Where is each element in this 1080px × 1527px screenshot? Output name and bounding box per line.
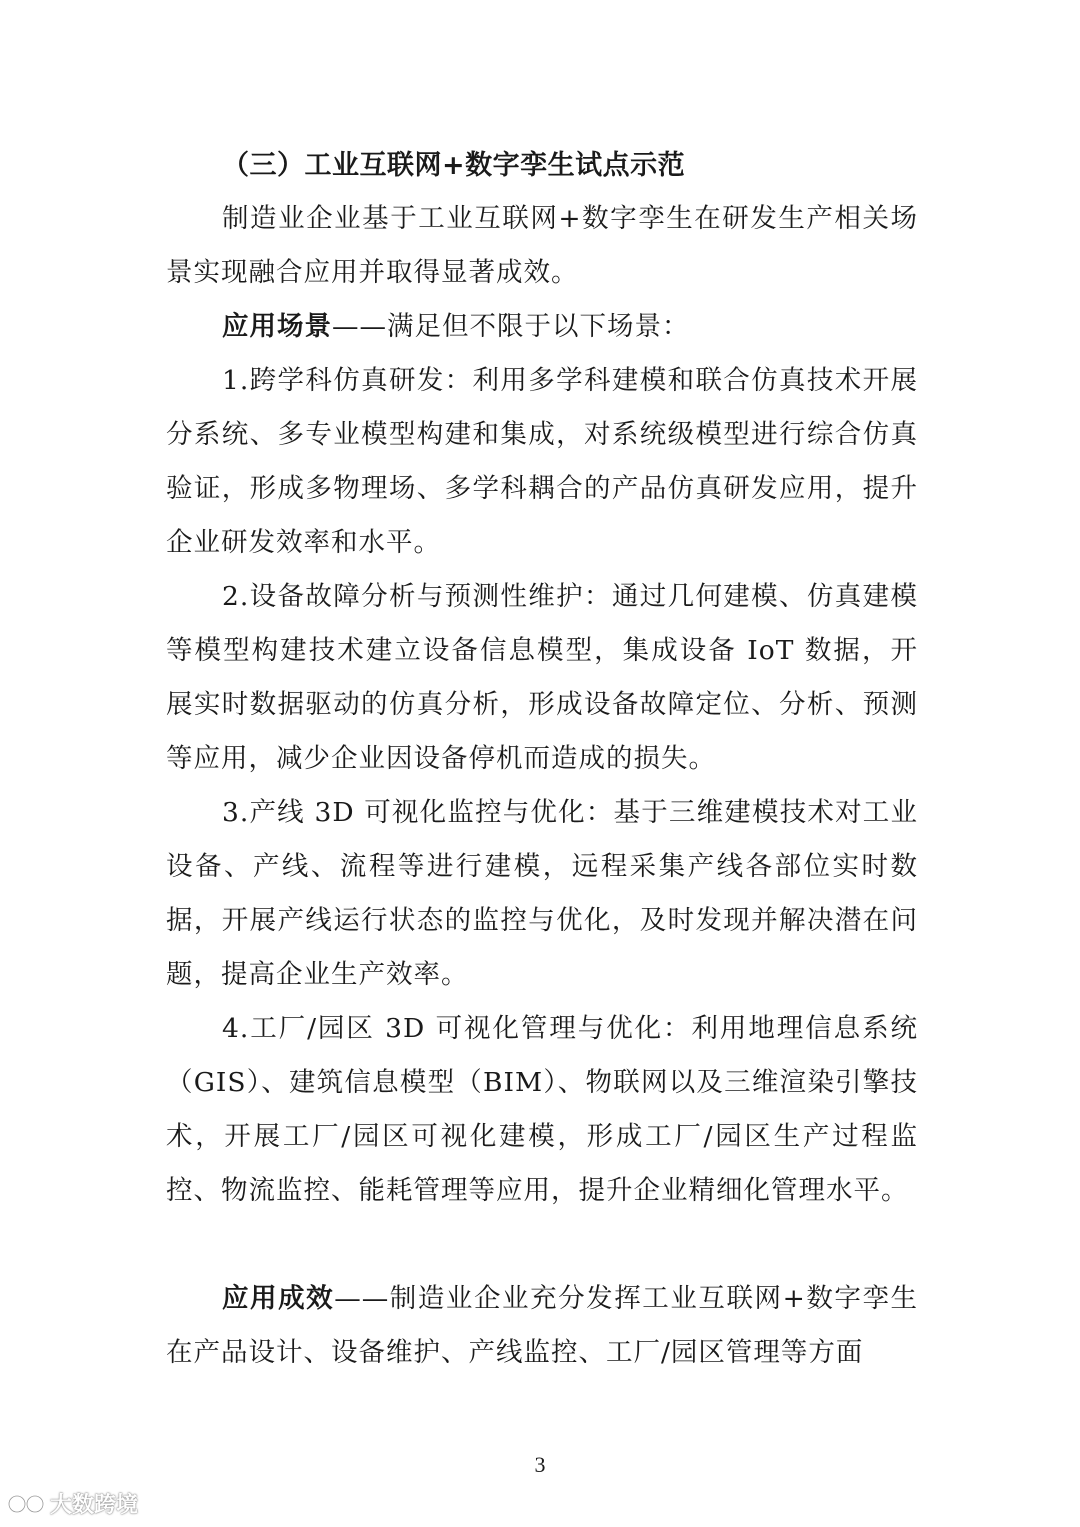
effects-text: ——制造业企业充分发挥工业互联网+数字孪生在产品设计、设备维护、产线监控、工厂/园区管理等方面 [166, 1283, 918, 1368]
section-heading: （三）工业互联网+数字孪生试点示范 [222, 150, 686, 181]
scenario-item-2: 2.设备故障分析与预测性维护：通过几何建模、仿真建模等模型构建技术建立设备信息模型，集成设备 IoT 数据，开展实时数据驱动的仿真分析，形成设备故障定位、分析、预测等应用，减少企业因设备停机而造成的损失。 [166, 581, 918, 774]
scenario-item-1: 1.跨学科仿真研发：利用多学科建模和联合仿真技术开展分系统、多专业模型构建和集成，对系统级模型进行综合仿真验证，形成多物理场、多学科耦合的产品仿真研发应用，提升企业研发效率和水平。 [166, 365, 918, 558]
effects-lead: 应用成效 [222, 1283, 335, 1314]
scenario-item-3: 3.产线 3D 可视化监控与优化：基于三维建模技术对工业设备、产线、流程等进行建模，远程采集产线各部位实时数据，开展产线运行状态的监控与优化，及时发现并解决潜在问题，提高企业生产效率。 [166, 797, 918, 990]
effects-paragraph [166, 1272, 918, 1380]
scenarios-text: ——满足但不限于以下场景： [332, 311, 690, 342]
page-number: 3 [534, 1452, 546, 1477]
scenario-item-4: 4.工厂/园区 3D 可视化管理与优化：利用地理信息系统（GIS）、建筑信息模型（BIM）、物联网以及三维渲染引擎技术，开展工厂/园区可视化建模，形成工厂/园区生产过程监控、物流监控、能耗管理等应用，提升企业精细化管理水平。 [166, 1013, 918, 1206]
watermark-logo-icon [8, 1491, 46, 1517]
scenarios-lead: 应用场景 [222, 311, 332, 342]
scenarios-paragraph [166, 300, 918, 354]
intro-paragraph: 制造业企业基于工业互联网+数字孪生在研发生产相关场景实现融合应用并取得显著成效。 [166, 203, 918, 288]
watermark-text: 大数跨境 [50, 1493, 139, 1518]
watermark [8, 1488, 138, 1519]
